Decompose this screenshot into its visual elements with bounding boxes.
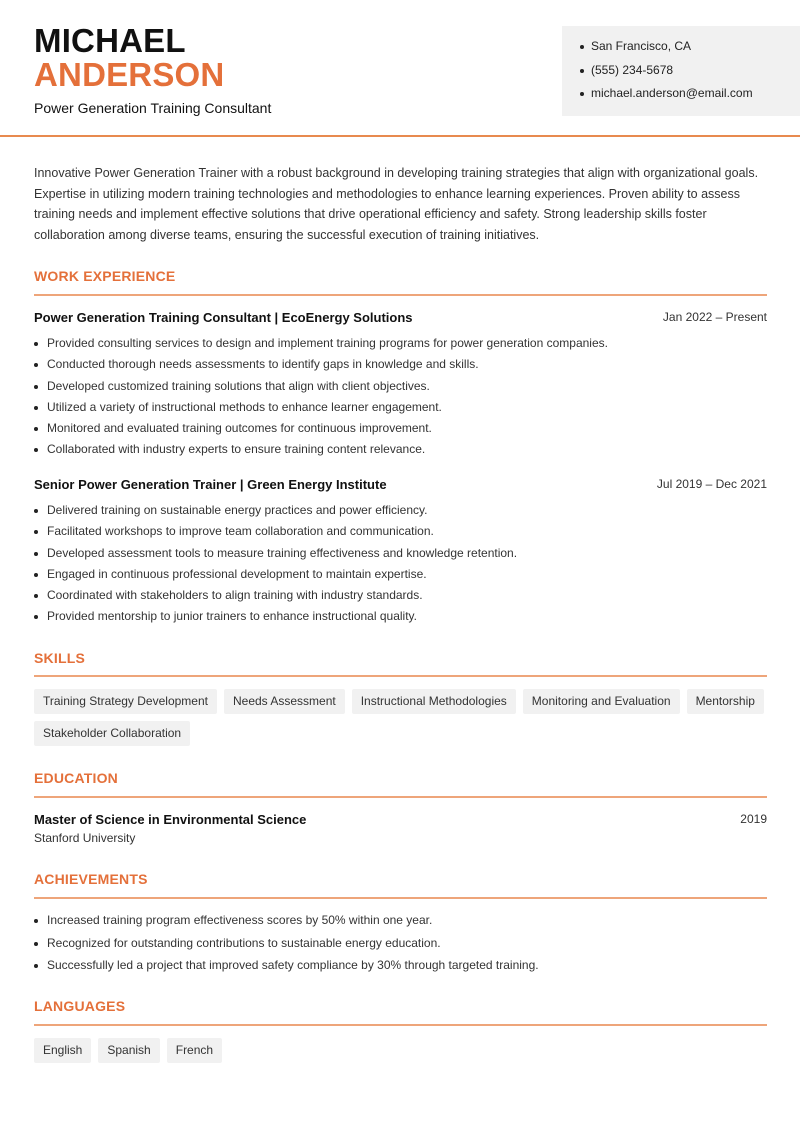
job-dates: Jan 2022 – Present bbox=[662, 310, 767, 324]
bullet-icon bbox=[34, 363, 38, 367]
list-item bbox=[34, 609, 769, 630]
bullet-text: Developed customized training solutions that align with client objectives. bbox=[47, 378, 430, 393]
bullet-text: Coordinated with stakeholders to align training with industry standards. bbox=[47, 588, 423, 603]
bullet-icon bbox=[580, 92, 584, 96]
bullet-icon bbox=[34, 573, 38, 577]
headline: Power Generation Training Consultant bbox=[34, 100, 272, 116]
bullet-icon bbox=[34, 964, 38, 968]
contact-phone-text: (555) 234-5678 bbox=[591, 62, 674, 77]
list-item bbox=[34, 913, 769, 936]
job-bullets bbox=[34, 336, 769, 464]
bullet-icon bbox=[34, 509, 38, 513]
contact-location-text: San Francisco, CA bbox=[591, 39, 692, 53]
bullet-icon bbox=[34, 919, 38, 923]
skill-chip: Needs Assessment bbox=[224, 689, 345, 714]
section-divider bbox=[34, 1024, 767, 1026]
section-title-work: WORK EXPERIENCE bbox=[34, 268, 176, 284]
skill-chip: Mentorship bbox=[687, 689, 764, 714]
list-item bbox=[34, 503, 769, 524]
bullet-icon bbox=[34, 448, 38, 452]
contact-email bbox=[580, 86, 800, 110]
summary: Innovative Power Generation Trainer with a robust background in developing training strategies that align with organizational goals. Expertise in utilizing modern training technologies and methodologies to enhance learning experiences. Proven ability to assess training needs and implement effective solutions that drive operational efficiency and safety. Strong leadership skills foster collaboration among diverse teams, ensuring the successful execution of training initiatives. bbox=[34, 166, 759, 243]
achievement-bullets bbox=[34, 913, 769, 981]
bullet-text: Developed assessment tools to measure training effectiveness and knowledge retention. bbox=[47, 545, 518, 560]
list-item bbox=[34, 400, 769, 421]
resume-header bbox=[0, 0, 800, 137]
bullet-icon bbox=[34, 594, 38, 598]
last-name: ANDERSON bbox=[34, 56, 225, 93]
language-chip: English bbox=[34, 1038, 91, 1063]
bullet-icon bbox=[34, 406, 38, 410]
job-dates: Jul 2019 – Dec 2021 bbox=[656, 477, 767, 491]
list-item bbox=[34, 958, 769, 981]
bullet-text: Engaged in continuous professional development to maintain expertise. bbox=[47, 566, 427, 581]
bullet-icon bbox=[34, 530, 38, 534]
skills-list bbox=[34, 689, 774, 753]
section-divider bbox=[34, 294, 767, 296]
bullet-text: Collaborated with industry experts to ensure training content relevance. bbox=[47, 442, 426, 457]
section-title-languages: LANGUAGES bbox=[34, 998, 126, 1014]
list-item bbox=[34, 588, 769, 609]
section-divider bbox=[34, 897, 767, 899]
list-item bbox=[34, 421, 769, 442]
job-bullets bbox=[34, 503, 769, 631]
bullet-text: Provided mentorship to junior trainers to enhance instructional quality. bbox=[47, 609, 417, 624]
job-title: Senior Power Generation Trainer | Green Energy Institute bbox=[34, 477, 387, 492]
bullet-text: Monitored and evaluated training outcomes for continuous improvement. bbox=[47, 421, 432, 436]
language-chip: French bbox=[167, 1038, 222, 1063]
bullet-icon bbox=[34, 942, 38, 946]
skill-chip: Instructional Methodologies bbox=[352, 689, 516, 714]
bullet-text: Conducted thorough needs assessments to identify gaps in knowledge and skills. bbox=[47, 357, 479, 372]
list-item bbox=[34, 379, 769, 400]
contact-location bbox=[580, 39, 800, 63]
bullet-text: Recognized for outstanding contributions to sustainable energy education. bbox=[47, 935, 441, 950]
list-item bbox=[34, 442, 769, 463]
language-chip: Spanish bbox=[98, 1038, 159, 1063]
bullet-text: Facilitated workshops to improve team collaboration and communication. bbox=[47, 524, 434, 539]
bullet-text: Utilized a variety of instructional methods to enhance learner engagement. bbox=[47, 399, 442, 414]
bullet-icon bbox=[34, 552, 38, 556]
section-divider bbox=[34, 796, 767, 798]
list-item bbox=[34, 567, 769, 588]
first-name: MICHAEL bbox=[34, 22, 186, 59]
list-item bbox=[34, 936, 769, 959]
education-year: 2019 bbox=[740, 812, 767, 826]
list-item bbox=[34, 546, 769, 567]
education-degree: Master of Science in Environmental Science bbox=[34, 812, 307, 827]
bullet-icon bbox=[580, 69, 584, 73]
section-divider bbox=[34, 675, 767, 677]
contact-phone bbox=[580, 63, 800, 87]
education-school: Stanford University bbox=[34, 831, 136, 845]
bullet-text: Provided consulting services to design and implement training programs for power generation companies. bbox=[47, 336, 608, 350]
section-title-skills: SKILLS bbox=[34, 650, 85, 666]
bullet-icon bbox=[580, 45, 584, 49]
bullet-icon bbox=[34, 427, 38, 431]
contact-email-text: michael.anderson@email.com bbox=[591, 86, 753, 100]
contact-box bbox=[562, 26, 800, 116]
skill-chip: Monitoring and Evaluation bbox=[523, 689, 680, 714]
list-item bbox=[34, 336, 769, 357]
skill-chip: Training Strategy Development bbox=[34, 689, 217, 714]
skill-chip: Stakeholder Collaboration bbox=[34, 721, 190, 746]
job-title: Power Generation Training Consultant | EcoEnergy Solutions bbox=[34, 310, 413, 325]
bullet-text: Successfully led a project that improved safety compliance by 30% through targeted training. bbox=[47, 958, 539, 972]
bullet-icon bbox=[34, 615, 38, 619]
section-title-achievements: ACHIEVEMENTS bbox=[34, 871, 148, 887]
bullet-text: Increased training program effectiveness scores by 50% within one year. bbox=[47, 913, 433, 927]
list-item bbox=[34, 524, 769, 545]
bullet-text: Delivered training on sustainable energy practices and power efficiency. bbox=[47, 503, 428, 517]
bullet-icon bbox=[34, 385, 38, 389]
languages-list bbox=[34, 1038, 774, 1070]
list-item bbox=[34, 357, 769, 378]
bullet-icon bbox=[34, 342, 38, 346]
section-title-education: EDUCATION bbox=[34, 770, 118, 786]
